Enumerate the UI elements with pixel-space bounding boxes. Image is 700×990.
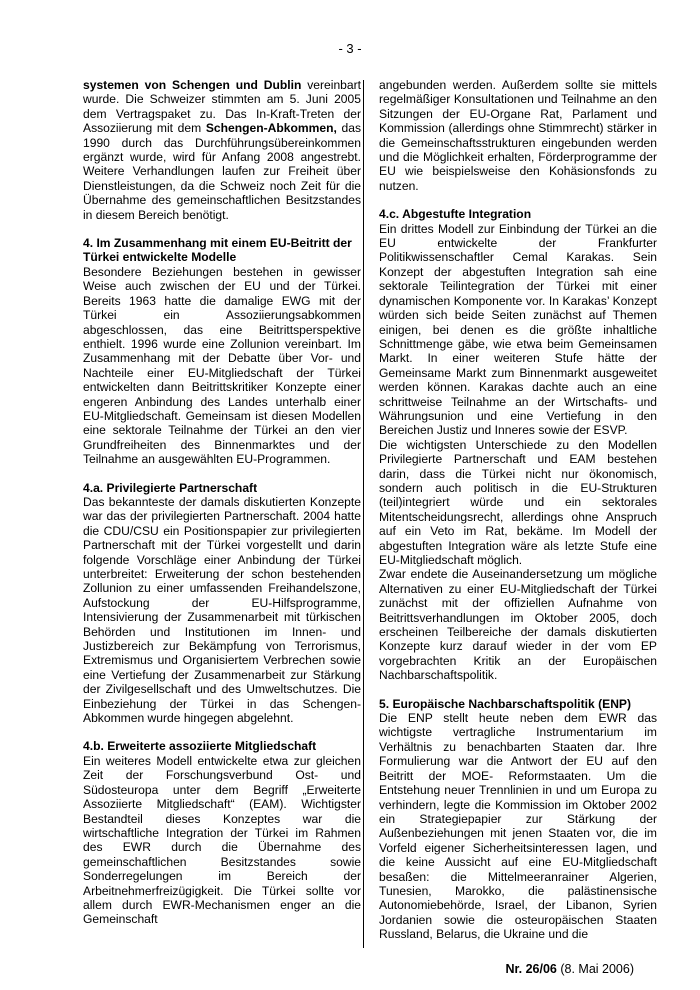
section-4c-body-1: Ein drittes Modell zur Einbindung der Türkei an die EU entwickelte der Frankfurter Politikwissenschaftler Cemal Karakas. Sein Konzept der abgestuften Integration sah eine sektorale Teilintegration der Türkei mit einer dynamischen Komponente vor. In Karakas’ Konzept würden sich beide Seiten zunächst auf Themen einigen, bei denen es die größte inhaltliche Schnittmenge gäbe, wie etwa beim Gemeinsamen Markt. In einer weiteren Stufe hätte der Gemeinsame Markt zum Binnenmarkt ausgeweitet werden können. Karakas dachte auch an eine schrittweise Teilnahme an der Wirtschafts- und Währungsunion und eine Vertiefung in den Bereichen Justiz und Inneres sowie der ESVP.: [379, 221, 657, 438]
issue-footer: [505, 962, 634, 977]
section-4-body: Besondere Beziehungen bestehen in gewisser Weise auch zwischen der EU und der Türkei. Bereits 1963 hatte die damalige EWG mit der Türkei ein Assoziierungsabkommen abgeschlossen, das eine Beitrittsperspektive enthielt. 1996 wurde eine Zollunion vereinbart. Im Zusammenhang mit der Debatte über Vor- und Nachteile einer EU-Mitgliedschaft der Türkei entwickelten dann Beitrittskritiker Konzepte einer engeren Anbindung des Landes unterhalb einer EU-Mitgliedschaft. Gemeinsam ist diesen Modellen eine sektorale Teilnahme der Türkei an den vier Grundfreiheiten des Binnenmarktes und der Teilnahme an ausgewählten EU-Programmen.: [83, 264, 361, 467]
section-4a-body: Das bekannteste der damals diskutierten Konzepte war das der privilegierten Partnerschaft. 2004 hatte die CDU/CSU ein Positionspapier zur privilegierten Partnerschaft mit der Türkei vorgestellt und darin folgende Vorschläge einer Anbindung der Türkei unterbreitet: Erweiterung der schon bestehenden Zollunion zu einer umfassenden Freihandelszone, Aufstockung der EU-Hilfsprogramme, Intensivierung der Zusammenarbeit mit türkischen Behörden und Institutionen im Innen- und Justizbereich zur Bekämpfung von Terrorismus, Extremismus und Organisiertem Verbrechen sowie eine Vertiefung der Zusammenarbeit zur Stärkung der Zivilgesellschaft und des Umweltschutzes. Die Einbeziehung der Türkei in das Schengen-Abkommen wurde hingegen abgelehnt.: [83, 494, 361, 726]
section-4b-heading: 4.b. Erweiterte assoziierte Mitgliedschaft: [83, 739, 317, 754]
section-5-heading: 5. Europäische Nachbarschaftspolitik (ENP): [379, 696, 632, 711]
issue-date: (8. Mai 2006): [556, 962, 634, 976]
section-4a-heading: 4.a. Privilegierte Partnerschaft: [83, 480, 258, 495]
intro-bold-1: systemen von Schengen und Dublin: [83, 78, 302, 92]
intro-paragraph: [83, 78, 361, 222]
right-column: [379, 78, 657, 942]
section-5-body: Die ENP stellt heute neben dem EWR das wichtigste vertragliche Instrumentarium im Verhältnis zu benachbarten Staaten dar. Ihre Formulierung war die Antwort der EU auf den Beitritt der MOE- Reformstaaten. Um die Entstehung neuer Trennlinien in und um Europa zu verhindern, legte die Kommission im Oktober 2002 ein Strategiepapier zur Stärkung der Außenbeziehungen mit jenen Staaten vor, die im Vorfeld eigener Sicherheitsinteressen lagen, und die keine Aussicht auf eine EU-Mitgliedschaft besaßen: die Mittelmeeranrainer Algerien, Tunesien, Marokko, die palästinensische Autonomiebehörde, Israel, der Libanon, Syrien Jordanien sowie die osteuropäischen Staaten Russland, Belarus, die Ukraine und die: [379, 711, 657, 942]
left-column: [83, 78, 361, 927]
issue-number: Nr. 26/06: [505, 962, 557, 976]
section-4-heading: 4. Im Zusammenhang mit einem EU-Beitritt der Türkei entwickelte Modelle: [83, 236, 352, 265]
intro-bold-2: Schengen-Abkommen,: [205, 121, 337, 136]
section-4c-body-2: Die wichtigsten Unterschiede zu den Modellen Privilegierte Partnerschaft und EAM bestehen darin, dass die Türkei nicht nur ökonomisch, sondern auch politisch in die EU-Strukturen (teil)integriert würde und ein sektorales Mitentscheidungsrecht, allerdings ohne Anspruch auf ein Veto im Rat, bekäme. Im Modell der abgestuften Integration wäre als letzte Stufe eine EU-Mitgliedschaft möglich.: [379, 437, 657, 567]
column-divider: [363, 80, 364, 948]
section-4b-continued: angebunden werden. Außerdem sollte sie mittels regelmäßiger Konsultationen und Teilnahme an den Sitzungen der EU-Organe Rat, Parlament und Kommission (allerdings ohne Stimmrecht) stärker in die Gemeinschaftsstrukturen eingebunden werden und die Möglichkeit erhalten, Förderprogramme der EU wie beispielsweise den Kohäsionsfonds zu nutzen.: [379, 78, 657, 193]
section-4b-body: Ein weiteres Modell entwickelte etwa zur gleichen Zeit der Forschungsverbund Ost- und Südosteuropa unter dem Begriff „Erweiterte Assoziierte Mitgliedschaft“ (EAM). Wichtigster Bestandteil dieses Konzeptes war die wirtschaftliche Integration der Türkei im Rahmen des EWR durch die Übernahme des gemeinschaftlichen Besitzstandes sowie Sonderregelungen im Bereich der Arbeitnehmerfreizügigkeit. Die Türkei sollte vor allem durch EWR-Mechanismen enger an die Gemeinschaft: [83, 753, 361, 927]
page-number: - 3 -: [338, 41, 362, 56]
intro-text-1: vereinbart wurde. Die Schweizer stimmten am 5. Juni 2005 dem Vertragspaket zu. Das In-Kraft-Treten der Assoziierung mit dem: [83, 78, 362, 136]
section-4c-heading: 4.c. Abgestufte Integration: [379, 207, 532, 222]
section-4c-body-3: Zwar endete die Auseinandersetzung um mögliche Alternativen zu einer EU-Mitgliedschaft der Türkei zunächst mit der offiziellen Aufnahme von Beitrittsverhandlungen im Oktober 2005, doch erscheinen Teilbereiche der damals diskutierten Konzepte kurz darauf wieder in der vom EP vorgebrachten Kritik an der Europäischen Nachbarschaftspolitik.: [379, 567, 657, 683]
intro-text-2: das 1990 durch das Durchführungsübereinkommen ergänzt wurde, wird für Anfang 2008 angestrebt. Weitere Verhandlungen laufen zur Freiheit über Dienstleistungen, da die Schweiz noch Zeit für die Übernahme des gemeinschaftlichen Besitzstandes in diesem Bereich benötigt.: [83, 121, 361, 222]
